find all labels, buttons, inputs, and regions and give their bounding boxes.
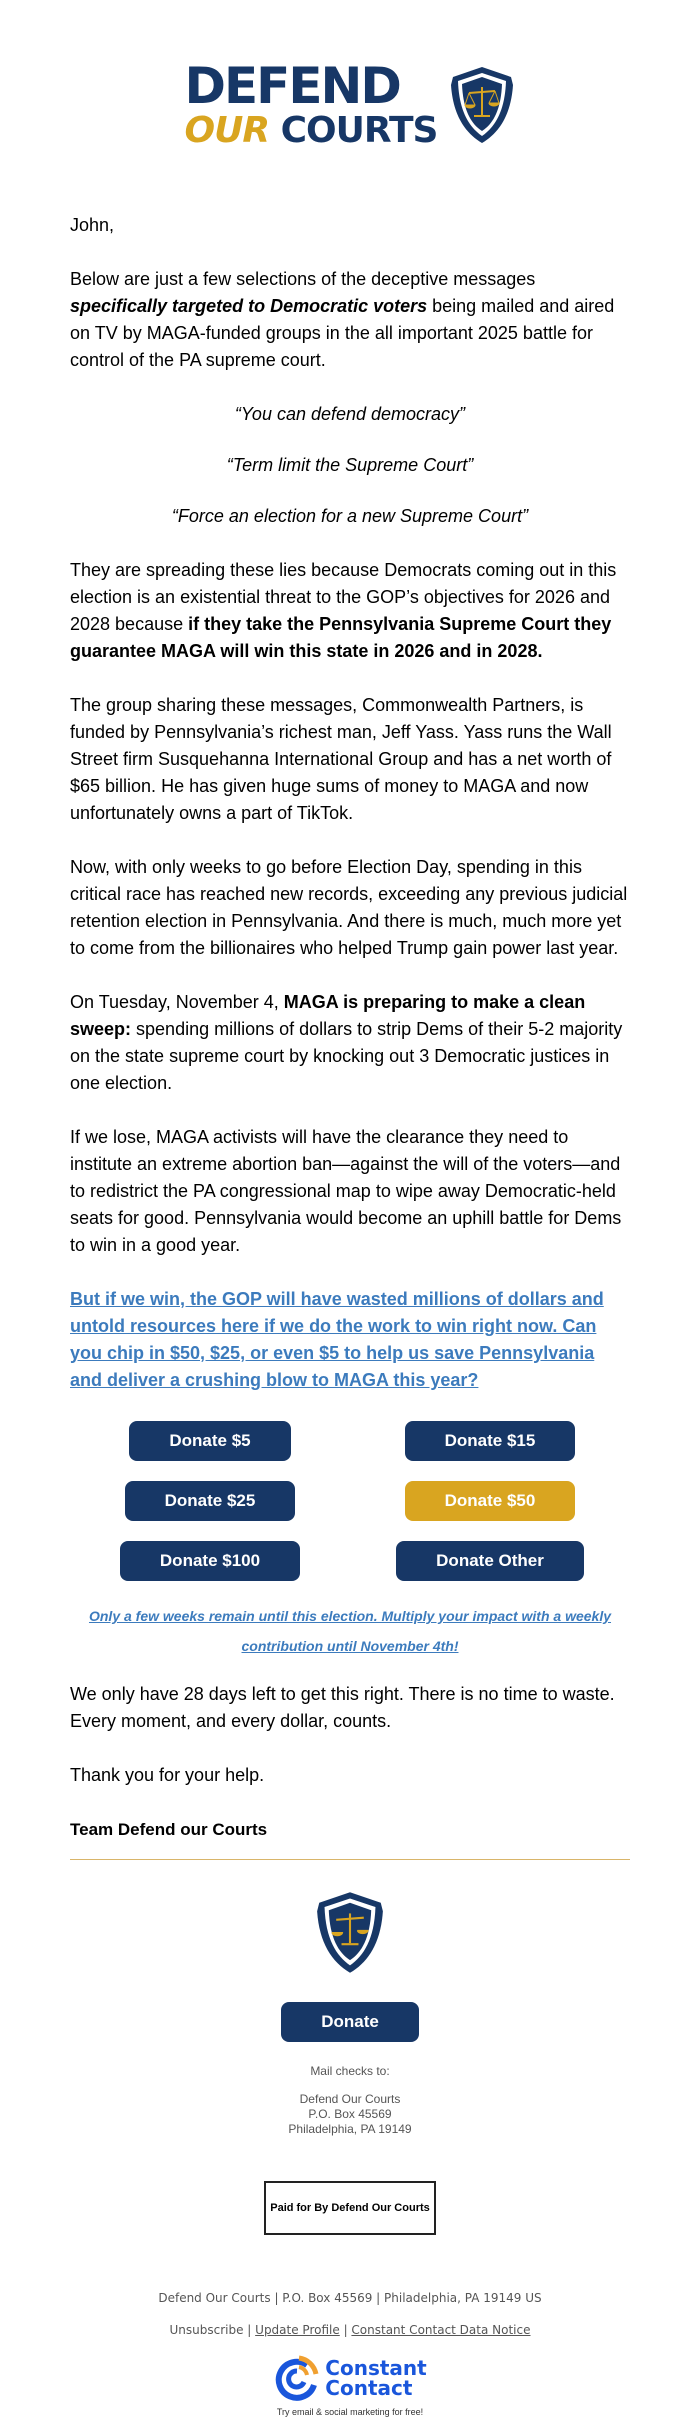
constant-contact-icon <box>273 2355 319 2401</box>
logo-courts: COURTS <box>280 110 438 151</box>
constant-contact-logo[interactable] <box>70 2355 630 2401</box>
quote-1: “You can defend democracy” <box>234 404 466 424</box>
donate-cta-link[interactable]: But if we win, the GOP will have wasted millions of dollars and untold resources here if we do the work to win right now. Can you chip in $50, $25, or even $5 to help us save Pennsylvania and deliver a crushing blow to MAGA this year? <box>70 1289 604 1390</box>
divider <box>70 1859 630 1860</box>
paragraph-thanks: Thank you for your help. <box>70 1765 265 1785</box>
data-notice-link[interactable]: Constant Contact Data Notice <box>351 2323 531 2337</box>
footer-address: Defend Our Courts | P.O. Box 45569 | Philadelphia, PA 19149 US <box>158 2291 542 2305</box>
mail-address-box: P.O. Box 45569 <box>308 2107 392 2121</box>
donate-5-button[interactable]: Donate $5 <box>129 1421 291 1461</box>
donate-25-button[interactable]: Donate $25 <box>125 1481 295 1521</box>
shield-scales-icon <box>449 65 515 145</box>
unsubscribe-link[interactable]: Unsubscribe <box>169 2323 244 2337</box>
update-profile-link[interactable]: Update Profile <box>255 2323 340 2337</box>
logo-defend: DEFEND <box>184 57 400 115</box>
cc-tagline: Try email & social marketing for free! <box>276 2407 424 2417</box>
logo-our: OUR <box>184 110 270 151</box>
paragraph-stakes: If we lose, MAGA activists will have the clearance they need to institute an extreme abortion ban—against the will of the voters—and to redistrict the PA congressional map to wipe away Democratic-held seats for good. Pennsylvania would become an uphill battle for Dems to win in a good year. <box>70 1127 622 1255</box>
donate-15-button[interactable]: Donate $15 <box>405 1421 575 1461</box>
quote-2: “Term limit the Supreme Court” <box>226 455 474 475</box>
paragraph-days-left: We only have 28 days left to get this right. There is no time to waste. Every moment, and every dollar, counts. <box>70 1684 615 1731</box>
signature: Team Defend our Courts <box>70 1820 268 1839</box>
footer-donate-button[interactable]: Donate <box>281 2002 419 2042</box>
defend-our-courts-logo <box>70 0 630 200</box>
quote-3: “Force an election for a new Supreme Court” <box>171 506 529 526</box>
donate-other-button[interactable]: Donate Other <box>396 1541 584 1581</box>
paragraph-threat: They are spreading these lies because Democrats coming out in this election is an existential threat to the GOP’s objectives for 2026 and 2028 because if they take the Pennsylvania Supreme Court they guarantee MAGA will win this state in 2026 and in 2028. <box>70 560 617 661</box>
paragraph-election-day: On Tuesday, November 4, MAGA is preparing to make a clean sweep: spending millions of dollars to strip Dems of their 5-2 majority on the state supreme court by knocking out 3 Democratic justices in one election. <box>70 992 623 1093</box>
cc-constant: Constant <box>325 2356 427 2380</box>
paragraph-intro: Below are just a few selections of the deceptive messages specifically targeted to Democratic voters being mailed and aired on TV by MAGA-funded groups in the all important 2025 battle for control of the PA supreme court. <box>70 269 615 370</box>
paragraph-funding: The group sharing these messages, Commonwealth Partners, is funded by Pennsylvania’s richest man, Jeff Yass. Yass runs the Wall Street firm Susquehanna International Group and has a net worth of $65 billion. He has given huge sums of money to MAGA and now unfortunately owns a part of TikTok. <box>70 695 612 823</box>
mail-checks-label: Mail checks to: <box>310 2064 390 2078</box>
donate-100-button[interactable]: Donate $100 <box>120 1541 300 1581</box>
salutation: John, <box>70 215 115 235</box>
weekly-contribution-link[interactable]: Only a few weeks remain until this election. Multiply your impact with a weekly contribution until November 4th! <box>88 1608 612 1654</box>
paragraph-spending: Now, with only weeks to go before Election Day, spending in this critical race has reached new records, exceeding any previous judicial retention election in Pennsylvania. And there is much, much more yet to come from the billionaires who helped Trump gain power last year. <box>70 857 628 958</box>
mail-address-city: Philadelphia, PA 19149 <box>288 2122 412 2136</box>
mail-address-name: Defend Our Courts <box>299 2092 401 2106</box>
donate-50-button[interactable]: Donate $50 <box>405 1481 575 1521</box>
shield-scales-icon <box>315 1890 385 1975</box>
paid-for-disclaimer: Paid for By Defend Our Courts <box>264 2181 436 2235</box>
cc-contact: Contact <box>325 2376 413 2400</box>
